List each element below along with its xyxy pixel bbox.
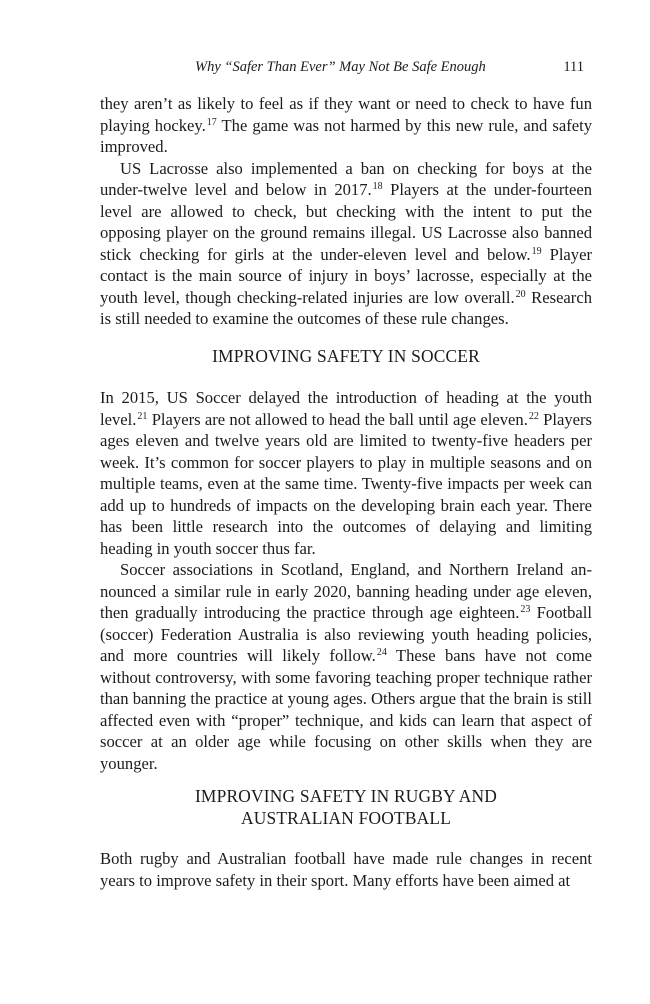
paragraph-lacrosse: US Lacrosse also implemented a ban on checking for boys at the under-twelve level and below in 2017.18 Players at the under-fourteen level are allowed to check, but checking with the intent to put the opposing player on the ground remains illegal. US Lacrosse also banned stick checking for girls at the under-eleven level and below.$^{19}$ Player contact is the main source of injury in boys’ lacrosse, especially at the youth level, though checking-related injuries are low overall.$^{20}$ Research is still needed to examine the outcomes of these rule changes. (100, 158, 592, 328)
paragraph-soccer-associations: Soccer associations in Scotland, England, and Northern Ireland announced a similar rule in early 2020, banning heading under age eleven, then gradually introducing the practice through age eighteen.$^{23}$ Football (soccer) Federation Australia is also reviewing youth heading policies, and more countries will likely follow.$^{24}$ These bans have not come without controversy, with some favoring teaching proper technique rather than banning the practice at young ages. Others argue that the brain is still affected even with “proper” technique, and kids can learn that aspect of soccer at an older age while focusing on other skills when they are younger. (100, 560, 592, 773)
paragraph-hockey-continued: they aren’t as likely to feel as if they want or need to check to have fun playing hockey.$^{17}$ The game was not harmed by this new rule, and safety improved. (100, 94, 592, 156)
footnote-ref-17: 17 (206, 116, 217, 128)
page-number: 111 (563, 59, 584, 75)
footnote-ref-20: 20 (515, 288, 526, 300)
footnote-ref-18: 18 (372, 181, 383, 192)
running-header (100, 59, 592, 79)
section-heading-rugby-line1: IMPROVING SAFETY IN RUGBY AND (194, 786, 498, 806)
section-heading-rugby-line2: AUSTRALIAN FOOTBALL (240, 808, 452, 828)
text-block-rugby (100, 848, 592, 891)
text-block-lacrosse (100, 93, 592, 330)
section-heading-rugby (100, 785, 592, 829)
paragraph-rugby: Both rugby and Australian football have made rule changes in recent years to improve safety in their sport. Many efforts have been aimed at (100, 849, 592, 890)
section-heading-soccer: IMPROVING SAFETY IN SOCCER (212, 346, 480, 366)
footnote-ref-19: 19 (531, 245, 542, 257)
paragraph-us-soccer: In 2015, US Soccer delayed the introduction of heading at the youth level.$^{21}$ Players are not allowed to head the ball until age eleven.$^{22}$ Players ages eleven and twelve years old are limited to twenty-five headers per week. It’s common for soccer players to play in multiple seasons and on multiple teams, even at the same time. Twenty-five impacts per week can add up to hundreds of impacts on the developing brain each year. There has been little research into the outcomes of delaying and limiting heading in youth soccer thus far. (100, 388, 592, 558)
running-title: Why “Safer Than Ever” May Not Be Safe Enough (195, 59, 486, 75)
footnote-ref-22: 22 (528, 410, 539, 422)
text-block-soccer (100, 387, 592, 774)
footnote-ref-24: 24 (376, 647, 387, 658)
footnote-ref-23: 23 (520, 604, 531, 615)
footnote-ref-21: 21 (137, 410, 148, 422)
